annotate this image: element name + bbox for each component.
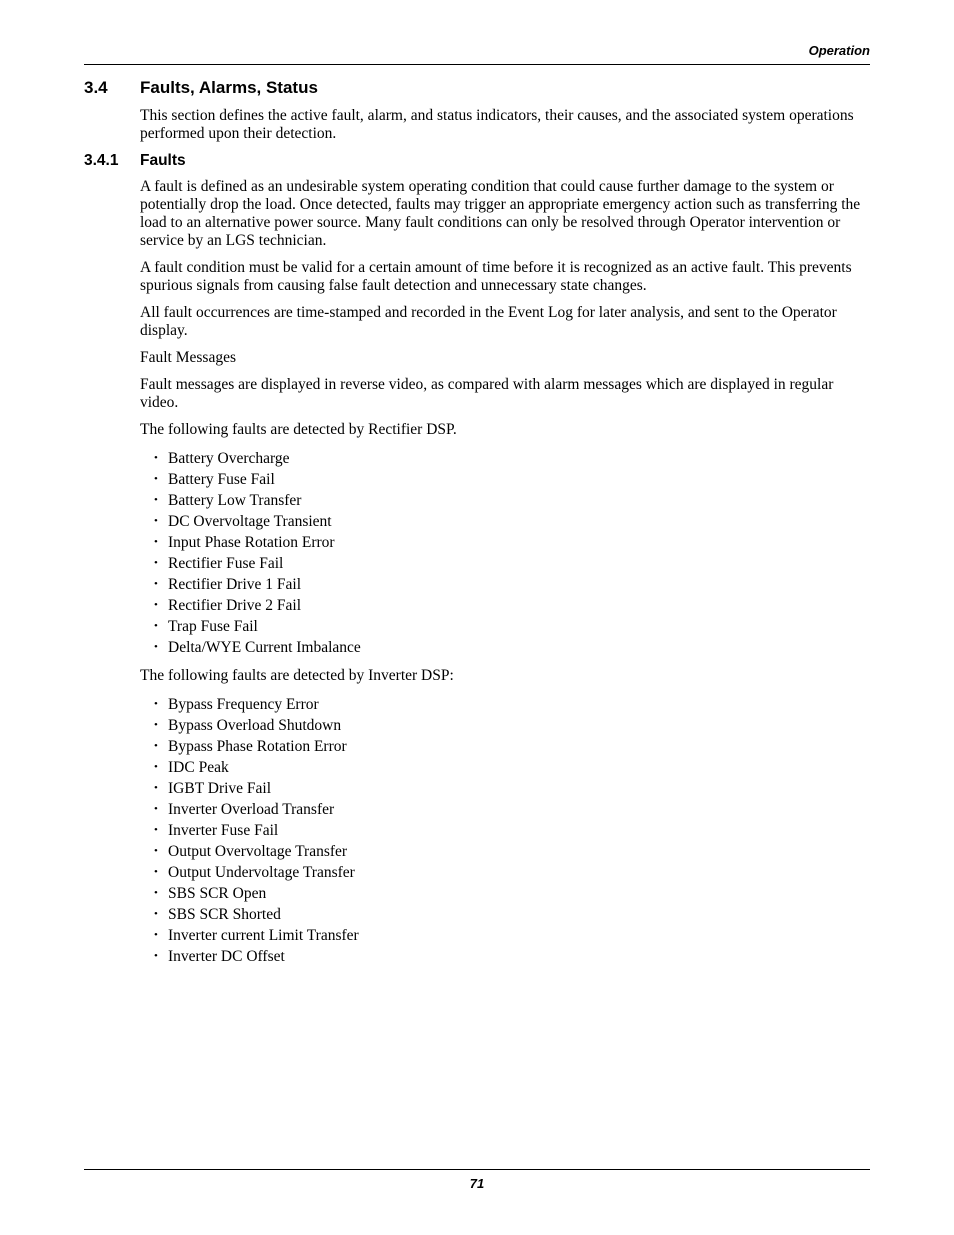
list-item-text: Inverter Overload Transfer: [168, 801, 335, 818]
list-item: [154, 553, 870, 574]
list-item-text: Bypass Overload Shutdown: [168, 717, 342, 734]
fault-messages-label: Fault Messages: [140, 349, 237, 366]
list-item-text: Inverter DC Offset: [168, 948, 285, 965]
bullet-icon: •: [154, 740, 158, 752]
list-item: [154, 694, 870, 715]
list-item: [154, 799, 870, 820]
list-item-text: IGBT Drive Fail: [168, 780, 272, 797]
subsection-title: Faults: [140, 152, 186, 169]
list-item: [154, 841, 870, 862]
list-item-text: SBS SCR Shorted: [168, 906, 281, 923]
list-item-text: Trap Fuse Fail: [168, 618, 258, 635]
bullet-icon: •: [154, 887, 158, 899]
list-item-text: Battery Overcharge: [168, 450, 290, 467]
bullet-icon: •: [154, 620, 158, 632]
list-item-text: Inverter Fuse Fail: [168, 822, 279, 839]
list-item-text: SBS SCR Open: [168, 885, 267, 902]
fault-validity-paragraph: A fault condition must be valid for a certain amount of time before it is recognized as an active fault. This prevents spurious signals from causing false fault detection and unnecessary state changes.: [140, 259, 852, 294]
list-item: [154, 574, 870, 595]
bullet-icon: •: [154, 782, 158, 794]
bullet-icon: •: [154, 641, 158, 653]
list-item: [154, 637, 870, 658]
list-item: [154, 469, 870, 490]
subsection-heading: [84, 152, 870, 170]
bullet-icon: •: [154, 536, 158, 548]
bullet-icon: •: [154, 845, 158, 857]
bullet-icon: •: [154, 578, 158, 590]
list-item: [154, 736, 870, 757]
list-item: [154, 778, 870, 799]
list-item: [154, 616, 870, 637]
list-item: [154, 946, 870, 967]
bullet-icon: •: [154, 950, 158, 962]
list-item-text: Rectifier Drive 1 Fail: [168, 576, 301, 593]
list-item: [154, 532, 870, 553]
section-title: Faults, Alarms, Status: [140, 78, 318, 97]
section-heading: [84, 78, 870, 98]
bullet-icon: •: [154, 473, 158, 485]
list-item-text: Output Overvoltage Transfer: [168, 843, 348, 860]
inverter-fault-list: [154, 694, 870, 967]
running-header: Operation: [808, 43, 870, 58]
section-number: 3.4: [84, 78, 108, 97]
bullet-icon: •: [154, 557, 158, 569]
list-item-text: Output Undervoltage Transfer: [168, 864, 355, 881]
list-item: [154, 820, 870, 841]
bullet-icon: •: [154, 929, 158, 941]
bullet-icon: •: [154, 803, 158, 815]
bullet-icon: •: [154, 452, 158, 464]
bullet-icon: •: [154, 908, 158, 920]
list-item-text: DC Overvoltage Transient: [168, 513, 332, 530]
list-item: [154, 595, 870, 616]
list-item: [154, 925, 870, 946]
list-item: [154, 862, 870, 883]
list-item: [154, 715, 870, 736]
list-item-text: Rectifier Fuse Fail: [168, 555, 284, 572]
bullet-icon: •: [154, 761, 158, 773]
section-intro: This section defines the active fault, alarm, and status indicators, their causes, and the associated system operations performed upon their detection.: [140, 107, 854, 142]
list-item-text: Battery Fuse Fail: [168, 471, 275, 488]
bullet-icon: •: [154, 866, 158, 878]
list-item-text: Input Phase Rotation Error: [168, 534, 335, 551]
list-item-text: Inverter current Limit Transfer: [168, 927, 359, 944]
footer-rule: [84, 1169, 870, 1170]
list-item: [154, 490, 870, 511]
page-content: [84, 78, 870, 976]
event-log-paragraph: All fault occurrences are time-stamped and recorded in the Event Log for later analysis, and sent to the Operator display.: [140, 304, 837, 339]
bullet-icon: •: [154, 494, 158, 506]
list-item-text: Battery Low Transfer: [168, 492, 302, 509]
list-item-text: Bypass Phase Rotation Error: [168, 738, 347, 755]
page-number: 71: [469, 1176, 485, 1191]
bullet-icon: •: [154, 719, 158, 731]
list-item: [154, 757, 870, 778]
rectifier-faults-intro: The following faults are detected by Rectifier DSP.: [140, 421, 457, 438]
bullet-icon: •: [154, 698, 158, 710]
rectifier-fault-list: [154, 448, 870, 658]
inverter-faults-intro: The following faults are detected by Inverter DSP:: [140, 667, 454, 684]
list-item-text: IDC Peak: [168, 759, 229, 776]
bullet-icon: •: [154, 515, 158, 527]
header-rule: [84, 64, 870, 65]
bullet-icon: •: [154, 599, 158, 611]
fault-definition-paragraph: A fault is defined as an undesirable system operating condition that could cause further damage to the system or potentially drop the load. Once detected, faults may trigger an appropriate emergency action such as transferring the load to an alternative power source. Many fault conditions can only be resolved through Operator intervention or service by an LGS technician.: [140, 178, 861, 249]
subsection-number: 3.4.1: [84, 152, 119, 169]
list-item-text: Rectifier Drive 2 Fail: [168, 597, 301, 614]
list-item: [154, 448, 870, 469]
list-item: [154, 511, 870, 532]
list-item-text: Bypass Frequency Error: [168, 696, 319, 713]
reverse-video-paragraph: Fault messages are displayed in reverse video, as compared with alarm messages which are displayed in regular video.: [140, 376, 834, 411]
list-item: [154, 883, 870, 904]
list-item: [154, 904, 870, 925]
list-item-text: Delta/WYE Current Imbalance: [168, 639, 361, 656]
bullet-icon: •: [154, 824, 158, 836]
